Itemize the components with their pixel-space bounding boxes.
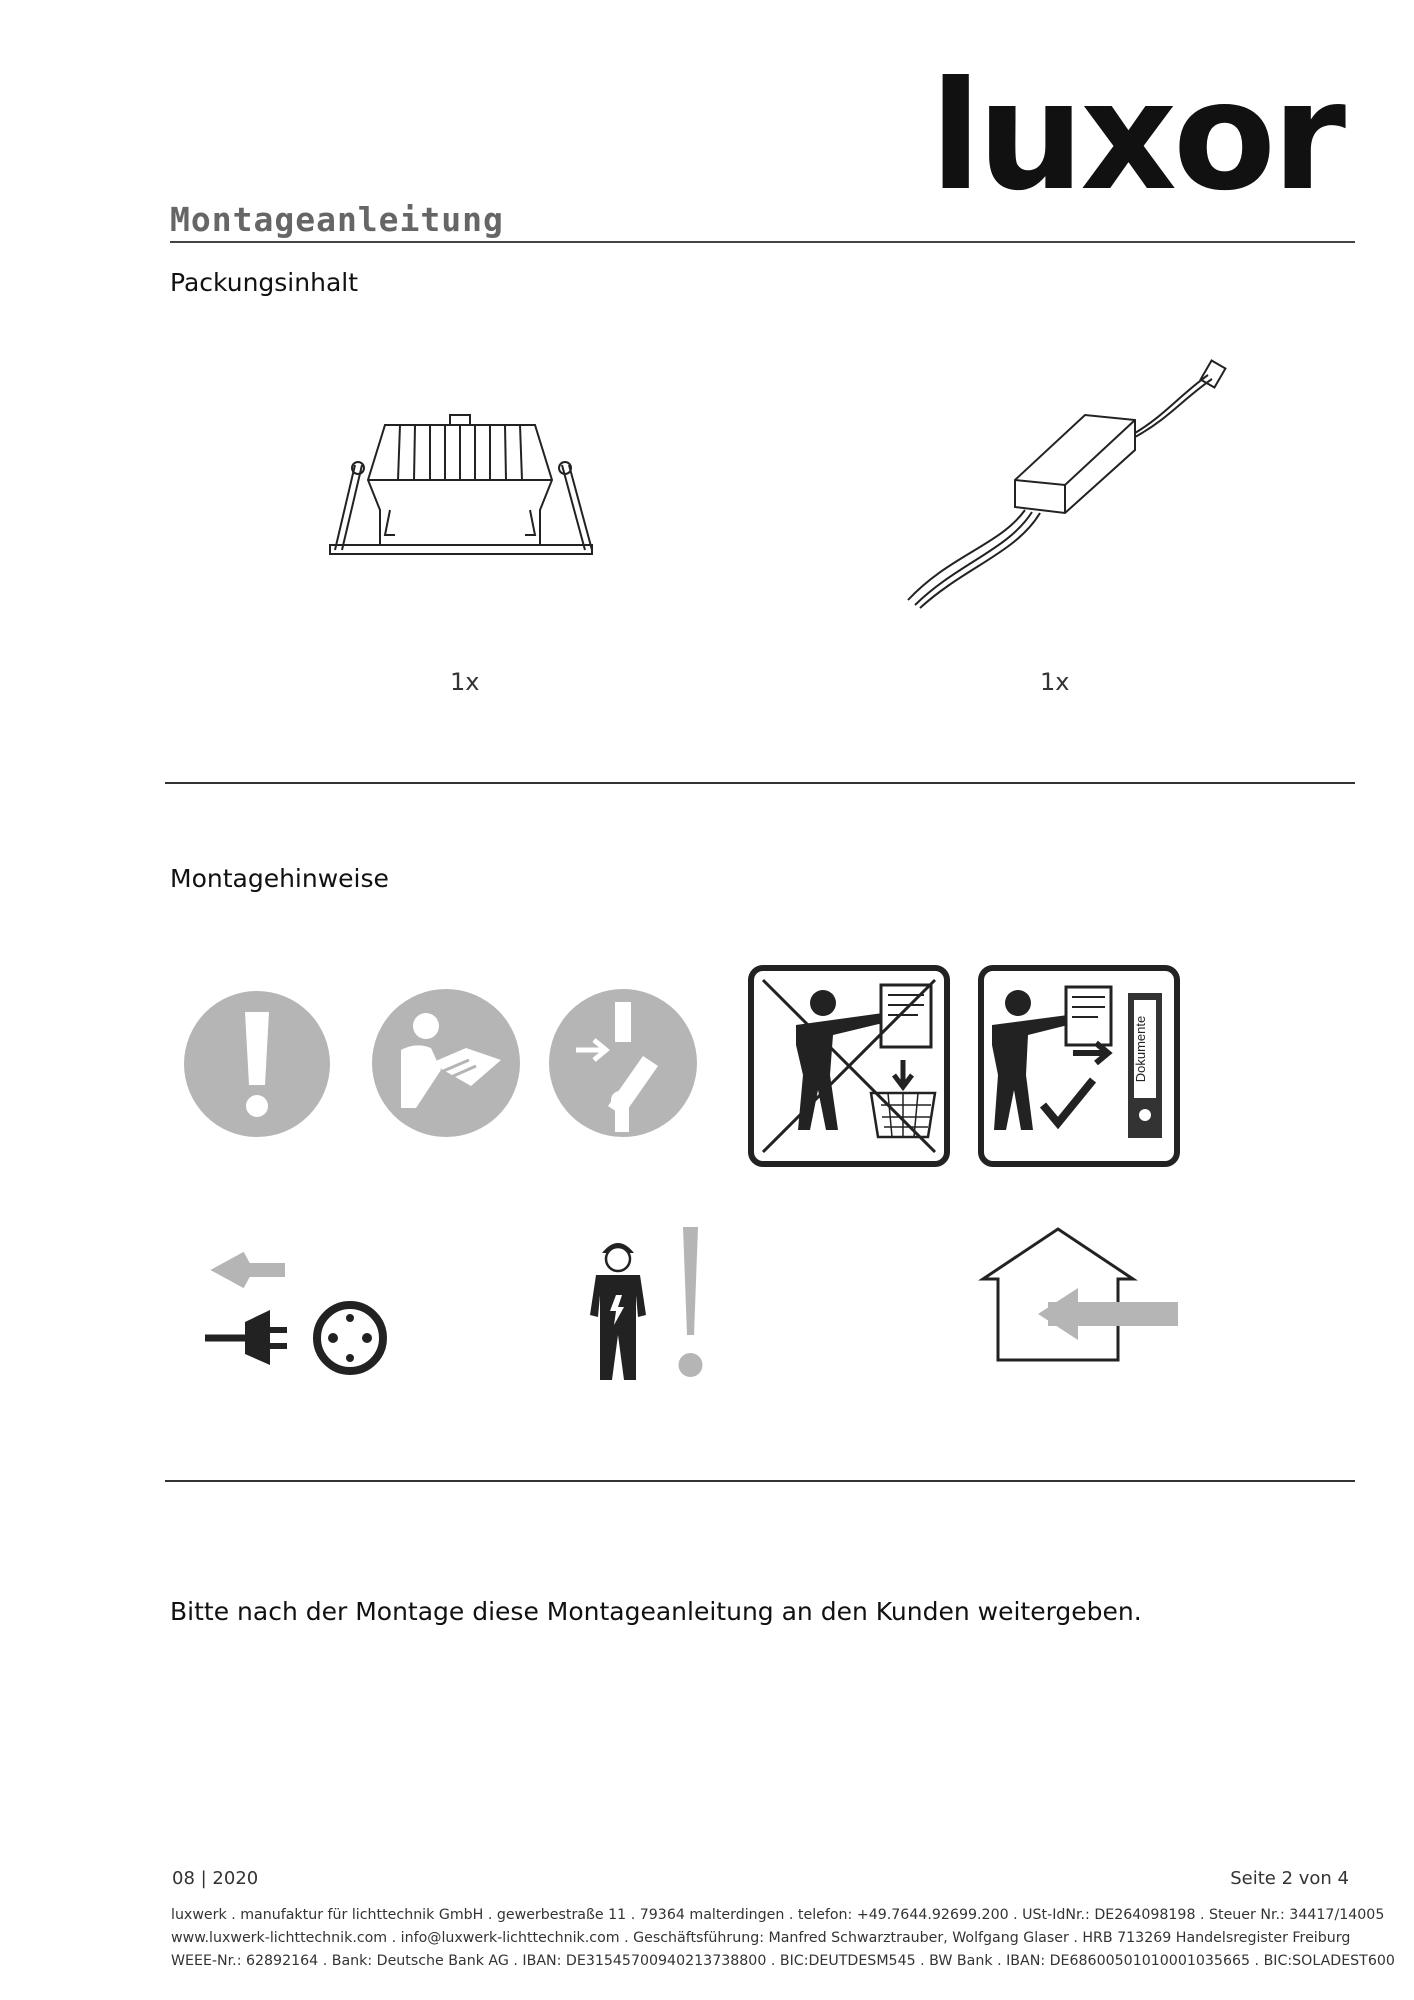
electrician-icon xyxy=(588,1225,728,1385)
qty-driver: 1x xyxy=(1040,668,1070,696)
driver-illustration xyxy=(890,355,1240,615)
do-not-discard-icon xyxy=(748,965,950,1167)
read-manual-icon xyxy=(371,988,521,1138)
section-title-contents: Packungsinhalt xyxy=(170,268,359,297)
indoor-use-icon xyxy=(978,1225,1188,1365)
header-divider xyxy=(170,241,1355,243)
disconnect-switch-icon xyxy=(548,988,698,1138)
document-title: Montageanleitung xyxy=(170,200,504,239)
section-divider-1 xyxy=(165,782,1355,784)
keep-documents-icon xyxy=(978,965,1180,1167)
downlight-illustration xyxy=(310,380,610,560)
footer-page-number: Seite 2 von 4 xyxy=(1230,1868,1349,1889)
exclamation-icon xyxy=(183,990,331,1138)
section-divider-2 xyxy=(165,1480,1355,1482)
closing-note: Bitte nach der Montage diese Montageanleitung an den Kunden weitergeben. xyxy=(170,1597,1142,1626)
footer-line: www.luxwerk-lichttechnik.com . info@luxwerk-lichttechnik.com . Geschäftsführung: Manfred Schwarztrauber, Wolfgang Glaser . HRB 713269 Handelsregister Freiburg xyxy=(171,1930,1351,1946)
unplug-icon xyxy=(205,1250,395,1375)
footer-line: luxwerk . manufaktur für lichttechnik GmbH . gewerbestraße 11 . 79364 malterdingen . telefon: +49.7644.92699.200 . USt-IdNr.: DE264098198 . Steuer Nr.: 34417/14005 xyxy=(171,1907,1385,1923)
section-title-notes: Montagehinweise xyxy=(170,864,389,893)
documents-label: Dokumente xyxy=(1133,1015,1148,1083)
footer-date: 08 | 2020 xyxy=(172,1868,259,1889)
brand-logo: luxor xyxy=(930,50,1342,224)
footer-line: WEEE-Nr.: 62892164 . Bank: Deutsche Bank AG . IBAN: DE31545700940213738800 . BIC:DEUTDESM545 . BW Bank . IBAN: DE68600501010001035665 . BIC:SOLADEST600 xyxy=(171,1953,1395,1969)
qty-downlight: 1x xyxy=(450,668,480,696)
footer-imprint xyxy=(171,1904,1395,1973)
